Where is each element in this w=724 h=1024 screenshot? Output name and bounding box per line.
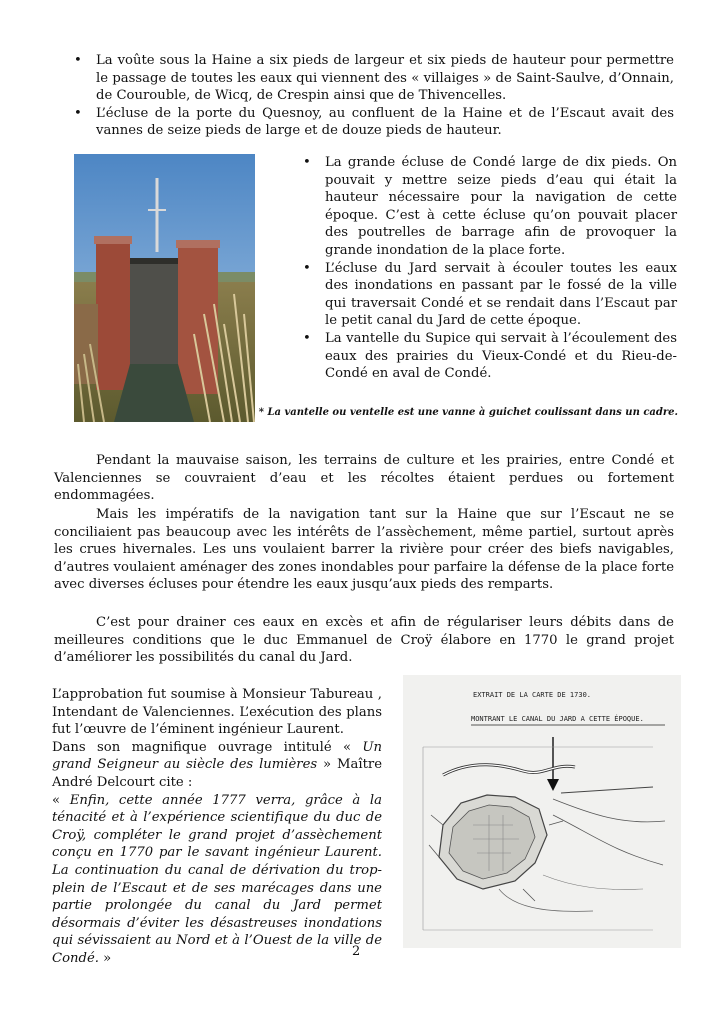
paragraph: Mais les impératifs de la navigation tant sur la Haine que sur l’Escaut ne se conciliaient pas beaucoup avec les intérêts de l’assèchement, même partiel, surtout après les crues hivernales. Les uns voulaient barrer la rivière pour créer des biefs navigables, d’autres voulaient aménager des zones inondables pour parfaire la défense de la place forte avec diverses écluses pour étendre les eaux jusqu’aux pieds des remparts. [54, 507, 674, 593]
bullet-text: L’écluse de la porte du Quesnoy, au confluent de la Haine et de l’Escaut avait des vannes de seize pieds de large et de douze pieds de hauteur. [96, 105, 674, 139]
bullet-text: La voûte sous la Haine a six pieds de largeur et six pieds de hauteur pour permettre le passage de toutes les eaux qui viennent des « villaiges » de Saint-Saulve, d’Onnain, de Courouble, de Wicq, de Crespin ainsi que de Thivencelles. [96, 53, 674, 104]
right-bullet-list [303, 154, 677, 383]
page-number: 2 [352, 944, 361, 959]
list-item [303, 330, 677, 383]
quote-open: « [52, 792, 70, 808]
quote-text: Enfin, cette année 1777 verra, grâce à la ténacité et à l’expérience scientifique du duc de Croÿ, compléter le grand projet d’assèchement conçu en 1770 par le savant ingénieur Laurent. La continuation du canal de dérivation du trop-plein de l’Escaut et de ses marécages dans une partie prolongée du canal du Jard permet désormais d’éviter les désastreuses inondations qui sévissaient au Nord et à l’Ouest de la ville de Condé. [52, 792, 382, 966]
top-bullet-list [74, 52, 674, 140]
bullet-text: La grande écluse de Condé large de dix pieds. On pouvait y mettre seize pieds d’eau qui était la hauteur nécessaire pour la navigation de cette époque. C’est à cette écluse qu’on pouvait placer des poutrelles de barrage afin de provoquer la grande inondation de la place forte. [325, 155, 677, 258]
map-caption-line2: MONTRANT LE CANAL DU JARD A CETTE ÉPOQUE. [471, 715, 644, 723]
bullet-icon: • [74, 53, 82, 68]
footnote: * La vantelle ou ventelle est une vanne à guichet coulissant dans un cadre. [258, 407, 678, 418]
citation-intro-end: » Maître André Delcourt cite : [52, 757, 382, 790]
paragraph: Pendant la mauvaise saison, les terrains de culture et les prairies, entre Condé et Valenciennes se couvraient d’eau et les récoltes étaient perdues ou fortement endommagées. [54, 453, 674, 504]
list-item [303, 260, 677, 330]
lock-photo-illustration [74, 154, 255, 422]
quote-close: » [98, 950, 112, 966]
historical-map-illustration [403, 675, 681, 948]
bullet-text: La vantelle du Supice qui servait à l’écoulement des eaux des prairies du Vieux-Condé et du Rieu-de-Condé en aval de Condé. [325, 330, 677, 382]
bullet-icon: • [303, 260, 311, 276]
approval-paragraph: L’approbation fut soumise à Monsieur Tabureau , Intendant de Valenciennes. L’exécution des plans fut l’œuvre de l’éminent ingénieur Laurent. [52, 687, 382, 738]
left-column [52, 686, 382, 968]
quotation [52, 792, 382, 968]
historical-map [403, 675, 681, 948]
citation-intro [52, 739, 382, 792]
lock-photo [74, 154, 255, 422]
bullet-text: L’écluse du Jard servait à écouler toutes les eaux des inondations en passant par le fossé de la ville qui traversait Condé et se rendait dans l’Escaut par le petit canal du Jard de cette époque. [325, 260, 677, 329]
citation-intro-start: Dans son magnifique ouvrage intitulé « [52, 739, 363, 755]
map-caption-line1: EXTRAIT DE LA CARTE DE 1730. [473, 691, 592, 699]
list-item [303, 154, 677, 260]
paragraph: C’est pour drainer ces eaux en excès et afin de régulariser leurs débits dans de meilleures conditions que le duc Emmanuel de Croÿ élabore en 1770 le grand projet d’améliorer les possibilités du canal du Jard. [54, 615, 674, 666]
bullet-icon: • [303, 155, 311, 170]
book-title: Un grand Seigneur au siècle des lumières [52, 739, 382, 773]
bullet-icon: • [74, 105, 82, 121]
bullet-icon: • [303, 330, 311, 346]
list-item [74, 105, 674, 140]
list-item [74, 52, 674, 105]
